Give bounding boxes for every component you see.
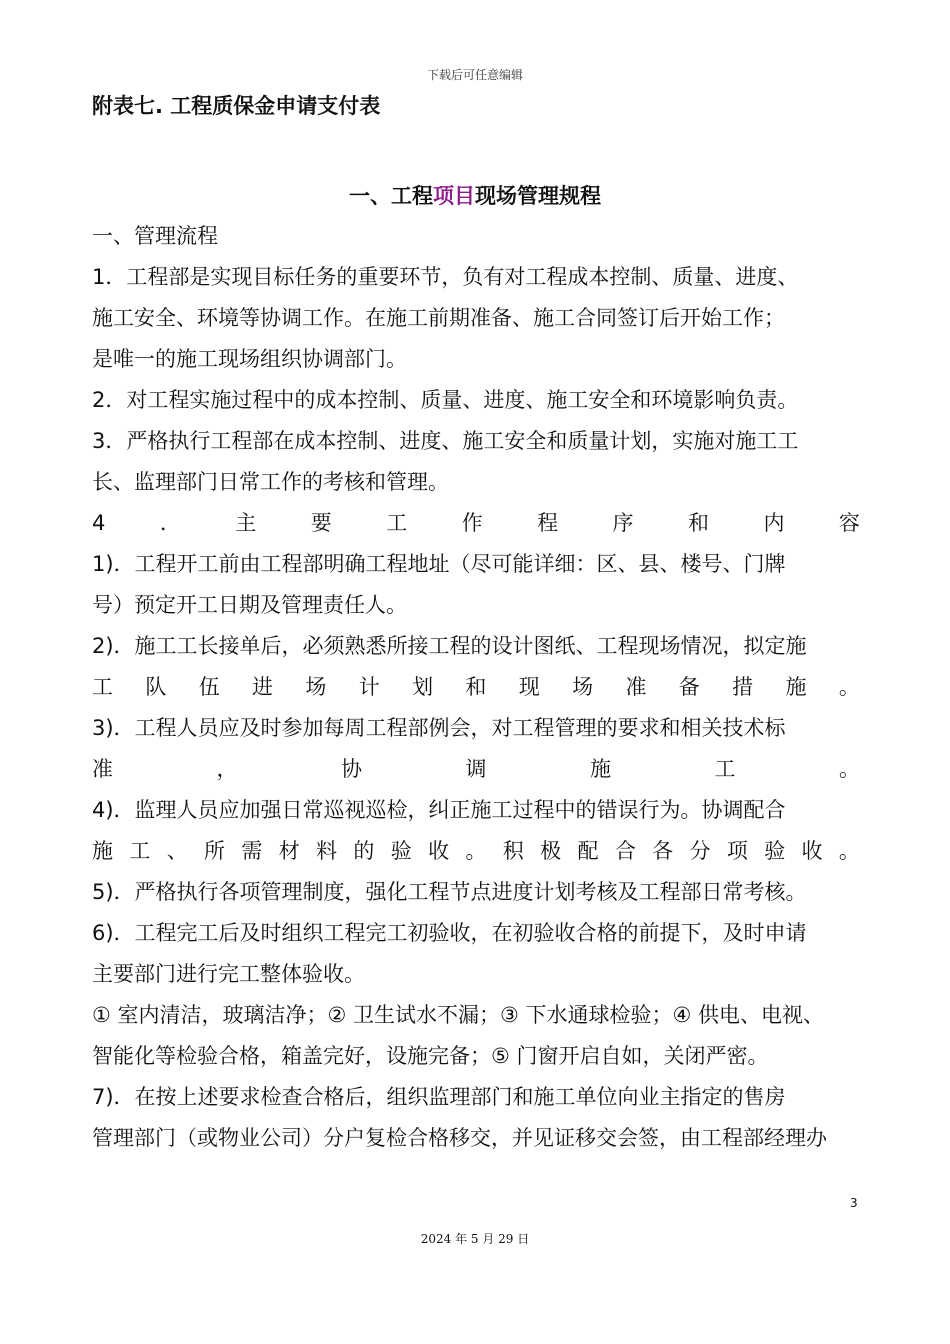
text-line-justified [92, 503, 860, 544]
spaced-char: 作 [461, 511, 483, 535]
spaced-char: 和 [465, 675, 487, 699]
spaced-char: ， [216, 757, 238, 781]
spaced-char: 收 [428, 839, 450, 863]
spaced-char: 、 [166, 839, 188, 863]
spaced-char: 主 [235, 511, 257, 535]
spaced-char: 工 [129, 839, 151, 863]
spaced-char: 配 [577, 839, 599, 863]
spaced-char: 材 [278, 839, 300, 863]
text-line: 4)．监理人员应加强日常巡视巡检，纠正施工过程中的错误行为。协调配合 [92, 798, 786, 822]
spaced-char: 。 [838, 839, 860, 863]
spaced-char: 所 [204, 839, 226, 863]
section-title [0, 180, 950, 210]
spaced-char: 准 [92, 757, 113, 781]
text-line: 长、监理部门日常工作的考核和管理。 [92, 470, 449, 494]
spaced-char: 各 [652, 839, 674, 863]
spaced-char: 计 [358, 675, 380, 699]
text-line: 号）预定开工日期及管理责任人。 [92, 593, 407, 617]
spaced-char: 施 [590, 757, 611, 781]
spaced-char: 场 [305, 675, 327, 699]
spaced-char: 积 [502, 839, 524, 863]
spaced-char: 料 [316, 839, 338, 863]
text-line: 2)．施工工长接单后，必须熟悉所接工程的设计图纸、工程现场情况，拟定施 [92, 634, 807, 658]
text-line: 主要部门进行完工整体验收。 [92, 962, 365, 986]
spaced-char: 需 [241, 839, 263, 863]
title-prefix: 一、工程 [349, 184, 433, 208]
header-note: 下载后可任意编辑 [426, 68, 523, 82]
text-line: 是唯一的施工现场组织协调部门。 [92, 347, 407, 371]
spaced-char: 场 [572, 675, 594, 699]
spaced-char: 内 [763, 511, 785, 535]
text-line: 智能化等检验合格，箱盖完好，设施完备；⑤ 门窗开启自如，关闭严密。 [92, 1044, 769, 1068]
spaced-char: 收 [801, 839, 823, 863]
spaced-char: 工 [92, 675, 113, 699]
spaced-char: 验 [390, 839, 412, 863]
spaced-char: 措 [732, 675, 754, 699]
text-line: 1．工程部是实现目标任务的重要环节，负有对工程成本控制、质量、进度、 [92, 265, 799, 289]
spaced-char: 验 [764, 839, 786, 863]
spaced-char: 施 [92, 839, 113, 863]
title-suffix: 现场管理规程 [475, 184, 601, 208]
spaced-char: 工 [386, 511, 408, 535]
page-number: 3 [850, 1196, 858, 1210]
spaced-char: 划 [412, 675, 434, 699]
spaced-char: 备 [678, 675, 700, 699]
spaced-char: 进 [252, 675, 274, 699]
spaced-char: 容 [838, 511, 860, 535]
spaced-char: 伍 [198, 675, 220, 699]
text-line-justified [92, 749, 860, 790]
spaced-char: 合 [614, 839, 636, 863]
spaced-char: 极 [540, 839, 562, 863]
spaced-char: 程 [537, 511, 559, 535]
title-highlight: 项目 [433, 184, 475, 208]
spaced-char: 和 [688, 511, 709, 535]
spaced-char: 序 [612, 511, 634, 535]
spaced-char: 。 [839, 757, 860, 781]
text-line: 3)．工程人员应及时参加每周工程部例会，对工程管理的要求和相关技术标 [92, 716, 786, 740]
text-line-justified [92, 831, 860, 872]
spaced-char: 工 [714, 757, 736, 781]
text-line: 管理部门（或物业公司）分户复检合格移交，并见证移交会签，由工程部经理办 [92, 1126, 827, 1150]
spaced-char: 项 [726, 839, 748, 863]
text-line: 3．严格执行工程部在成本控制、进度、施工安全和质量计划，实施对施工工 [92, 429, 799, 453]
document-body [92, 216, 860, 1159]
spaced-char: ． [159, 511, 181, 535]
spaced-char: 的 [353, 839, 375, 863]
annex-title: 附表七. 工程质保金申请支付表 [92, 94, 381, 118]
spaced-char: 准 [625, 675, 647, 699]
spaced-char: 4 [92, 511, 106, 535]
footer-date: 2024 年 5 月 29 日 [420, 1232, 530, 1246]
spaced-char: 要 [310, 511, 332, 535]
text-line: ① 室内清洁，玻璃洁净；② 卫生试水不漏；③ 下水通球检验；④ 供电、电视、 [92, 1003, 825, 1027]
text-line: 1)．工程开工前由工程部明确工程地址（尽可能详细：区、县、楼号、门牌 [92, 552, 786, 576]
spaced-char: 。 [465, 839, 487, 863]
spaced-char: 协 [341, 757, 362, 781]
spaced-char: 施 [785, 675, 807, 699]
spaced-char: 。 [838, 675, 860, 699]
spaced-char: 分 [689, 839, 711, 863]
text-line: 5)．严格执行各项管理制度，强化工程节点进度计划考核及工程部日常考核。 [92, 880, 807, 904]
text-line: 一、管理流程 [92, 224, 218, 248]
text-line: 施工安全、环境等协调工作。在施工前期准备、施工合同签订后开始工作； [92, 306, 785, 330]
spaced-char: 调 [465, 757, 487, 781]
text-line: 2．对工程实施过程中的成本控制、质量、进度、施工安全和环境影响负责。 [92, 388, 799, 412]
spaced-char: 队 [145, 675, 167, 699]
text-line: 6)．工程完工后及时组织工程完工初验收，在初验收合格的前提下，及时申请 [92, 921, 807, 945]
text-line: 7)．在按上述要求检查合格后，组织监理部门和施工单位向业主指定的售房 [92, 1085, 786, 1109]
text-line-justified [92, 667, 860, 708]
spaced-char: 现 [518, 675, 540, 699]
